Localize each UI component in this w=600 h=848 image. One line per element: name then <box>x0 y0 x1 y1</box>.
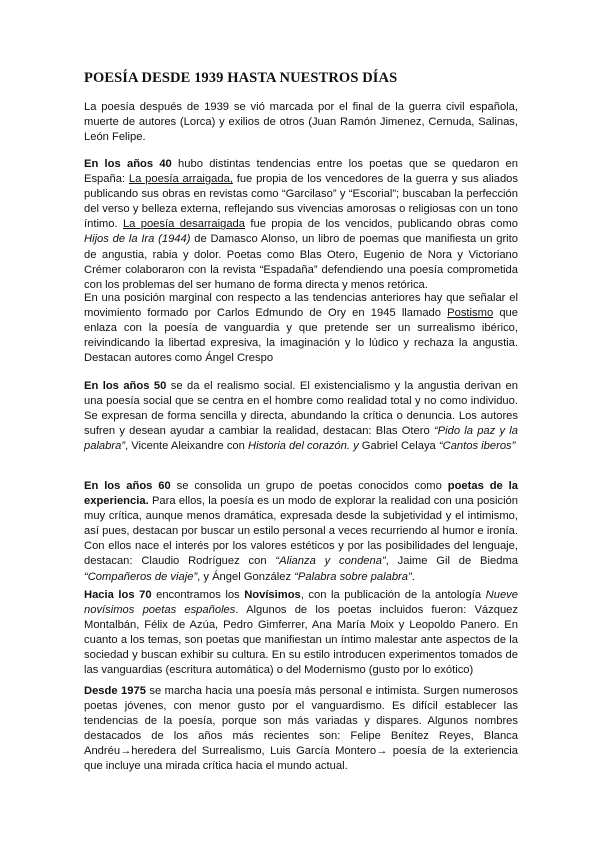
text-segment: En una posición marginal con respecto a las tendencias anteriores hay que señalar el movimiento formado por Carlos Edmundo de Ory en 1945 llamado <box>84 292 518 320</box>
work-title: “Pido la paz y la palabra” <box>84 425 518 453</box>
heading-anos-40: En los años 40 <box>84 158 172 170</box>
work-title: Nueve novísimos poetas españoles <box>84 589 518 617</box>
work-title: “Cantos iberos” <box>438 440 516 453</box>
text-segment: se da el realismo social. El existencialismo y la angustia derivan en una poesía social que se centra en el hombre como realidad total y no como individuo. Se expresan de forma sencilla y directa, abundando la crítica o denuncia. Los autores sufren y desean ayudar a cambiar la realidad, destacan: Blas Otero <box>84 380 518 438</box>
text-segment: , Vicente Aleixandre con <box>125 440 248 453</box>
work-title: “Alianza y condena” <box>275 555 386 568</box>
text-segment: fue propia de los vencedores de la guerra y sus aliados publicando sus obras en revistas como “Garcilaso” y “Escorial”; buscaban la perfección del verso y belleza externa, reflejando sus vivencias amorosas o religiosas con un tono íntimo. <box>84 173 518 231</box>
text-segment: , con la publicación de la antología <box>300 589 486 601</box>
term-postismo: Postismo <box>447 307 494 320</box>
text-segment: de Damasco Alonso, un libro de poemas que manifiesta un grito de angustia, rabia y dolor. Poetas como Blas Otero, Eugenio de Nora y Victoriano Crémer colaboraron con la revista “Espadaña” defendiendo una poesía comprometida con los problemas del ser humano de forma directa y menos retórica. <box>84 233 518 291</box>
text-segment: hubo distintas tendencias entre los poetas que se quedaron en España: <box>84 158 518 186</box>
text-segment: se consolida un grupo de poetas conocidos como <box>170 480 448 492</box>
work-title: “Palabra sobre palabra” <box>294 570 412 583</box>
text-segment: , y Ángel González <box>197 570 295 583</box>
text-segment: . Algunos de los poetas incluidos fueron: Vázquez Montalbán, Félix de Azúa, Pedro Gimferrer, Ana María Moix y Leopoldo Panero. En cuanto a los temas, son poetas que manifiestan un íntimo malestar ante aspectos de la sociedad y buscan exhibir su cultura. En su estilo introducen experimentos tomados de las vanguardias (escritura automática) o del Modernismo (gusto por lo exótico) <box>84 604 518 677</box>
paragraph-desde-1975 <box>84 684 518 775</box>
paragraph-anos-40 <box>84 157 518 293</box>
text-segment: se marcha hacia una poesía más personal e intimista. Surgen numerosos poetas jóvenes, con menor gusto por el vanguardismo. Es difícil establecer las tendencias de la poesía, porque son más variadas y dispares. Algunos nombres destacados de los años más recientes son: Felipe Benítez Reyes, Blanca Andréu→heredera del Surrealismo, Luis García Montero→ poesía de la exteriencia que incluye una mirada crítica hacia el mundo actual. <box>84 685 519 773</box>
heading-anos-50: En los años 50 <box>84 380 167 392</box>
term-poetas-experiencia: poetas de la experiencia. <box>84 480 518 508</box>
intro-text: La poesía después de 1939 se vió marcada por el final de la guerra civil española, muerte de autores (Lorca) y exilios de otros (Juan Ramón Jimenez, Cernuda, Salinas, León Felipe. <box>84 101 518 144</box>
term-poesia-desarraigada: La poesía desarraigada <box>122 218 245 231</box>
text-segment: Para ellos, la poesía es un modo de explorar la realidad con una posición muy crítica, aunque menos dramática, expresada desde la subjetividad y el intimismo, así pues, destacan por buscar un estilo personal a veces recurriendo al humor e ironía. Con ellos nace el interés por los valores estéticos y por las posibilidades del lenguaje, destacan: Claudio Rodríguez con <box>84 495 518 568</box>
paragraph-anos-50 <box>84 379 518 454</box>
term-poesia-arraigada: La poesía arraigada, <box>128 173 233 186</box>
page-title: POESÍA DESDE 1939 HASTA NUESTROS DÍAS <box>84 70 398 86</box>
work-title: Historia del corazón. y <box>247 440 359 453</box>
text-segment: encontramos los <box>151 589 245 601</box>
text-segment: fue propia de los vencidos, publicando obras como <box>245 218 518 231</box>
text-segment: Gabriel Celaya <box>358 440 439 453</box>
work-title: Hijos de la Ira (1944) <box>84 233 191 246</box>
heading-desde-1975: Desde 1975 <box>84 685 146 697</box>
text-segment: que enlaza con la poesía de vanguardia y que pretende ser un surrealismo ibérico, reivindicando la libertad expresiva, la imaginación y lo lúdico y rechaza la angustia. Destacan autores como Ángel Crespo <box>84 307 518 365</box>
paragraph-anos-60 <box>84 479 518 585</box>
heading-anos-60: En los años 60 <box>84 480 171 492</box>
text-segment: . <box>411 570 415 583</box>
work-title: “Compañeros de viaje” <box>84 570 198 583</box>
text-segment: , Jaime Gil de Biedma <box>385 555 518 568</box>
term-novisimos: Novísimos <box>244 589 301 601</box>
heading-anos-70: Hacia los 70 <box>84 589 152 601</box>
paragraph-postismo <box>84 291 518 366</box>
paragraph-intro <box>84 100 518 145</box>
paragraph-anos-70 <box>84 588 518 679</box>
